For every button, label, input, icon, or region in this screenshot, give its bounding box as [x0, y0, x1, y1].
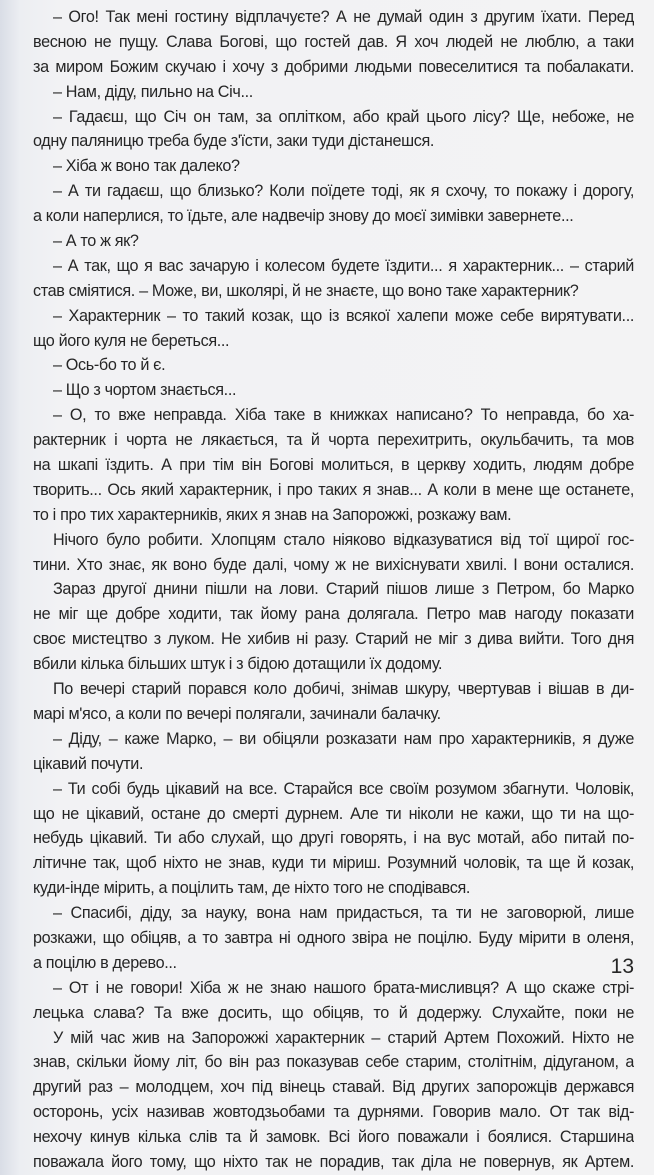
text-line: знав, скільки йому літ, бо він раз показував себе старим, столітнім, дідуганом, а	[33, 1053, 634, 1072]
text-line: лецька слава? Та вже досить, що обіцяв, то й додержу. Слухайте, поки не	[33, 1003, 634, 1022]
text-line: – От і не говори! Хіба ж не знаю нашого брата-мисливця? А що скаже стрі-	[53, 978, 634, 997]
text-line: куди-інде мірить, а поцілить там, де ніхто того не сподівався.	[33, 879, 471, 898]
text-line: – А ти гадаєш, що близько? Коли поїдете тоді, як я схочу, то покажу і дорогу,	[53, 182, 634, 201]
text-line: розкажи, що обіцяв, а то завтра ні одного звіра не поцілю. Буду мірити в оленя,	[33, 928, 634, 947]
text-line: рактерник і чорта не лякається, та й чорта перехитрить, окульбачить, та мов	[33, 431, 634, 450]
text-line: – Гадаєш, що Січ он там, за оплітком, або край цього лісу? Ще, небоже, не	[53, 107, 634, 126]
text-line: не міг ще добре ходити, так йому рана долягала. Петро мав нагоду показати	[33, 605, 634, 624]
book-page-text	[33, 5, 634, 1175]
text-line: небудь цікавий. Ти або слухай, що другі говорять, і на вус мотай, або питай по-	[33, 829, 634, 848]
text-line: став сміятися. – Може, ви, школярі, й не знаєте, що воно таке характерник?	[33, 281, 579, 300]
text-line: творить... Ось який характерник, і про таких я знав... А коли в мене ще останете,	[33, 480, 634, 499]
text-line: своє мистецтво з луком. Не хибив ні разу. Старий не міг з дива вийти. Того дня	[33, 630, 634, 649]
text-line: поважала його тому, що ніхто так не порадив, так діла не повернув, як Артем.	[33, 1152, 634, 1171]
text-line: – Характерник – то такий козак, що із всякої халепи може себе вирятувати...	[53, 306, 634, 325]
text-line: а поцілю в дерево...	[33, 953, 177, 972]
text-line: У мій час жив на Запорожжі характерник – старий Артем Похожий. Ніхто не	[53, 1028, 634, 1047]
text-line: вбили кілька більших штук і з бідою дотащили їх додому.	[33, 655, 443, 674]
page-number: 13	[610, 955, 634, 978]
text-line: – А то ж як?	[53, 232, 139, 251]
text-line: – Нам, діду, пильно на Січ...	[53, 82, 253, 101]
text-line: – Діду, – каже Марко, – ви обіцяли розказати нам про характерників, я дуже	[53, 729, 634, 748]
text-line: на шкапі їздить. А при тім він Богові молиться, в церкву ходить, людям добре	[33, 456, 634, 475]
text-line: Зараз другої днини пішли на лови. Старий пішов лише з Петром, бо Марко	[53, 580, 634, 599]
text-line: – О, то вже неправда. Хіба таке в книжках написано? То неправда, бо ха-	[53, 406, 634, 425]
text-line: Нічого було робити. Хлопцям стало ніяково відказуватися від тої щирої гос-	[53, 530, 634, 549]
text-line: – Ось-бо то й є.	[53, 356, 166, 375]
text-line: одну паляницю треба буде з'їсти, заки туди дістанешся.	[33, 132, 435, 151]
text-line: марі м'ясо, а коли по вечері полягали, зачинали балачку.	[33, 704, 441, 723]
text-line: осторонь, усіх називав жовтодзьобами та дурнями. Говорив мало. От так від-	[33, 1103, 634, 1122]
text-line: – Хіба ж воно так далеко?	[53, 157, 240, 176]
text-line: – Що з чортом знається...	[53, 381, 237, 400]
text-line: – Спасибі, діду, за науку, вона нам придасться, та ти не заговорюй, лише	[53, 904, 634, 923]
text-line: весною не пущу. Слава Богові, що гостей дав. Я хоч людей не люблю, а таки	[33, 32, 634, 51]
text-line: тини. Хто знає, як воно буде далі, чому ж не вихіснувати хвилі. І вони осталися.	[33, 555, 634, 574]
text-line: за миром Божим скучаю і хочу з добрими людьми повеселитися та побалакати.	[33, 57, 634, 76]
text-line: другий раз – молодцем, хоч під вінець ставай. Від других запорожців держався	[33, 1078, 634, 1097]
text-line: нехочу кинув кілька слів та й замовк. Всі його поважали і боялися. Старшина	[33, 1128, 634, 1147]
text-line: – Ого! Так мені гостину відплачуєте? А не думай один з другим їхати. Перед	[53, 8, 634, 26]
text-line: що не цікавий, остане до смерті дурнем. Але ти ніколи не кажи, що ти на що-	[33, 804, 634, 823]
text-line: цікавий почути.	[33, 754, 144, 773]
text-line: літичне так, щоб ніхто не знав, куди ти міриш. Розумний чоловік, та ще й козак,	[33, 854, 634, 873]
text-line: то і про тих характерників, яких я знав на Запорожжі, розкажу вам.	[33, 505, 512, 524]
text-line: По вечері старий порався коло добичі, знімав шкуру, чвертував і вішав в ди-	[53, 680, 634, 699]
text-line: – А так, що я вас зачарую і колесом будете їздити... я характерник... – старий	[53, 256, 634, 275]
text-line: – Ти собі будь цікавий на все. Старайся все своїм розумом збагнути. Чоловік,	[53, 779, 634, 798]
text-line: а коли наперлися, то їдьте, але надвечір знову до моєї зимівки завернете...	[33, 207, 574, 226]
text-line: що його куля не береться...	[33, 331, 230, 350]
